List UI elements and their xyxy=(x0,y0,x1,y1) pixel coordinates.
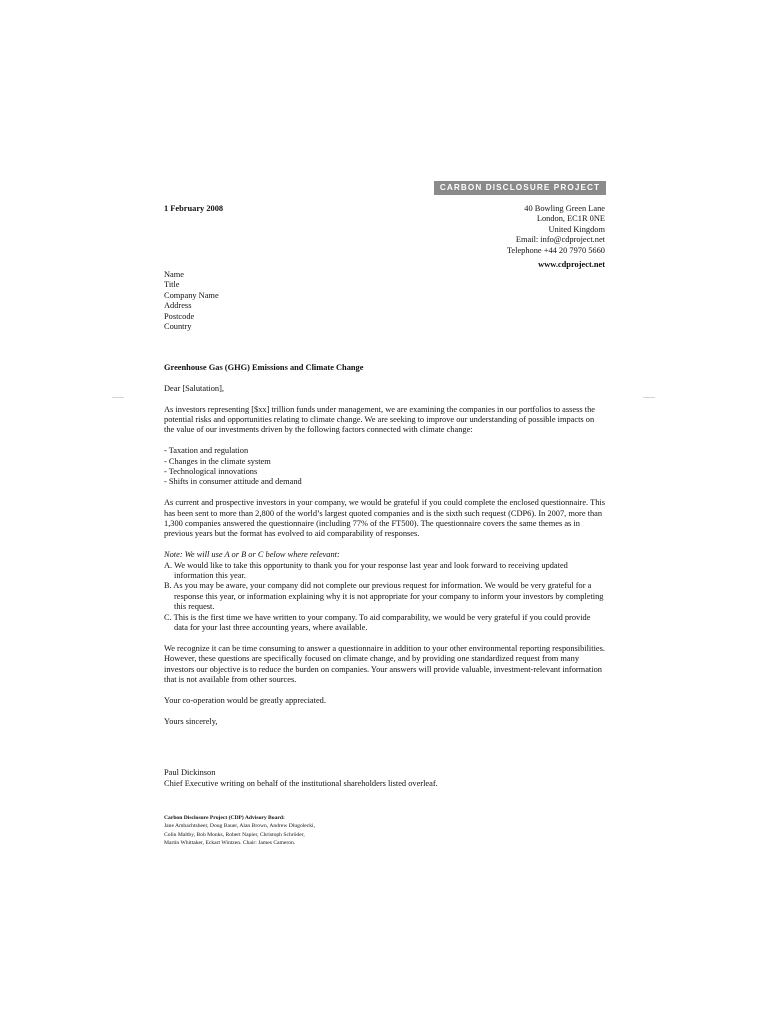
advisory-board-line: Colin Maltby, Bob Monks, Robert Napier, Christoph Schröder, xyxy=(164,831,305,838)
recipient-block xyxy=(164,270,219,332)
paragraph-questionnaire: As current and prospective investors in your company, we would be grateful if you could complete the enclosed questionnaire. This has been sent to more than 2,800 of the world’s largest quoted companies and is the sixth such request (CDP6). In 2007, more than 1,300 companies answered the questionnaire (including 77% of the FT500). The questionnaire covers the same themes as in previous years but the format has evolved to aid comparability of responses. xyxy=(164,498,605,539)
address-line: London, EC1R 0NE xyxy=(536,214,605,224)
address-line: 40 Bowling Green Lane xyxy=(524,204,605,213)
recipient-postcode: Postcode xyxy=(164,311,195,321)
option-c: C. This is the first time we have written to your company. To aid comparability, we would be very grateful if you could provide data for your last three accounting years, where available. xyxy=(164,612,591,633)
factor-item: - Changes in the climate system xyxy=(164,456,271,466)
recipient-address: Address xyxy=(164,301,192,311)
advisory-board xyxy=(164,814,315,847)
salutation: Dear [Salutation], xyxy=(164,383,224,393)
options-note: Note: We will use A or B or C below where relevant: xyxy=(164,550,340,560)
recipient-company: Company Name xyxy=(164,290,219,300)
address-phone: Telephone +44 20 7970 5660 xyxy=(506,245,605,255)
option-a: A. We would like to take this opportunity to thank you for your response last year and look forward to receiving updated information this year. xyxy=(164,560,568,581)
paragraph-burden: We recognize it can be time consuming to answer a questionnaire in addition to your other environmental reporting responsibilities. However, these questions are specifically focused on climate change, and by providing one standardized request from many investors our objective is to reduce the burden on companies. Your answers will provide valuable, investment-relevant information that is not available from other sources. xyxy=(164,643,605,685)
factor-item: - Technological innovations xyxy=(164,467,258,477)
letter-body xyxy=(164,363,606,789)
fold-mark-left xyxy=(112,397,124,398)
website-link[interactable]: www.cdproject.net xyxy=(538,260,605,269)
address-email: Email: info@cdproject.net xyxy=(515,235,605,245)
recipient-country: Country xyxy=(164,322,192,332)
closing: Yours sincerely, xyxy=(164,716,218,726)
fold-mark-right xyxy=(643,397,655,398)
sender-address xyxy=(507,204,605,256)
factor-item: - Taxation and regulation xyxy=(164,446,249,456)
address-line: United Kingdom xyxy=(548,224,605,234)
paragraph-intro: As investors representing [$xx] trillion funds under management, we are examining the companies in our portfolios to assess the potential risks and opportunities relating to climate change. We are seeking to improve our understanding of possible impacts on the value of our investments driven by the following factors connected with climate change: xyxy=(164,404,595,435)
letter-subject: Greenhouse Gas (GHG) Emissions and Climate Change xyxy=(164,363,364,372)
paragraph-appreciation: Your co-operation would be greatly appreciated. xyxy=(164,695,326,705)
advisory-board-title: Carbon Disclosure Project (CDP) Advisory Board: xyxy=(164,815,285,821)
letter-date: 1 February 2008 xyxy=(164,204,224,213)
signatory-title: Chief Executive writing on behalf of the institutional shareholders listed overleaf. xyxy=(164,778,438,788)
option-b: B. As you may be aware, your company did not complete our previous request for information. We would be very grateful for a response this year, or information explaining why it is not appropriate for your company to inform your investors by completing this request. xyxy=(164,581,604,612)
header-banner: CARBON DISCLOSURE PROJECT xyxy=(434,181,606,195)
factor-item: - Shifts in consumer attitude and demand xyxy=(164,477,302,487)
advisory-board-line: Martin Whittaker, Eckart Wintzen. Chair: James Cameron. xyxy=(164,839,296,846)
recipient-name: Name xyxy=(164,270,184,279)
recipient-title: Title xyxy=(164,280,180,290)
signatory-name: Paul Dickinson xyxy=(164,768,216,778)
advisory-board-line: Jane Ambachtsheer, Doug Bauer, Alan Brown, Andrew Dlugolecki, xyxy=(164,823,316,830)
